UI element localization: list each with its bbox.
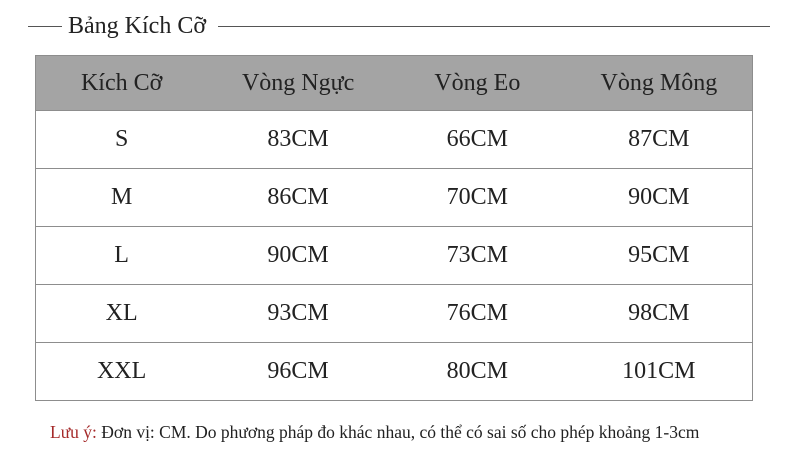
cell-hip: 90CM: [566, 169, 753, 227]
cell-hip: 95CM: [566, 227, 753, 285]
table-row: [36, 343, 753, 401]
cell-size: L: [36, 227, 208, 285]
footnote-text: Đơn vị: CM. Do phương pháp đo khác nhau, có thể có sai số cho phép khoảng 1-3cm: [96, 422, 700, 442]
column-header-size: Kích Cỡ: [36, 56, 208, 111]
column-header-hip: Vòng Mông: [566, 56, 753, 111]
table-row: [36, 285, 753, 343]
cell-waist: 73CM: [389, 227, 566, 285]
cell-waist: 76CM: [389, 285, 566, 343]
cell-chest: 86CM: [207, 169, 389, 227]
column-header-chest: Vòng Ngực: [207, 56, 389, 111]
cell-size: XXL: [36, 343, 208, 401]
cell-size: XL: [36, 285, 208, 343]
page-title: Bảng Kích Cỡ: [68, 13, 207, 39]
cell-hip: 87CM: [566, 111, 753, 169]
table-header-row: [36, 56, 753, 111]
cell-waist: 70CM: [389, 169, 566, 227]
table-row: [36, 111, 753, 169]
size-chart-table: [35, 55, 753, 401]
cell-chest: 96CM: [207, 343, 389, 401]
table-row: [36, 169, 753, 227]
title-bar: [28, 12, 770, 40]
title-divider-right: [218, 26, 770, 27]
cell-hip: 101CM: [566, 343, 753, 401]
cell-chest: 90CM: [207, 227, 389, 285]
cell-hip: 98CM: [566, 285, 753, 343]
cell-chest: 83CM: [207, 111, 389, 169]
table-row: [36, 227, 753, 285]
cell-size: M: [36, 169, 208, 227]
footnote-label: Lưu ý:: [50, 422, 97, 442]
cell-waist: 66CM: [389, 111, 566, 169]
cell-size: S: [36, 111, 208, 169]
column-header-waist: Vòng Eo: [389, 56, 566, 111]
cell-waist: 80CM: [389, 343, 566, 401]
footnote: [50, 422, 699, 443]
title-divider-left: [28, 26, 62, 27]
cell-chest: 93CM: [207, 285, 389, 343]
